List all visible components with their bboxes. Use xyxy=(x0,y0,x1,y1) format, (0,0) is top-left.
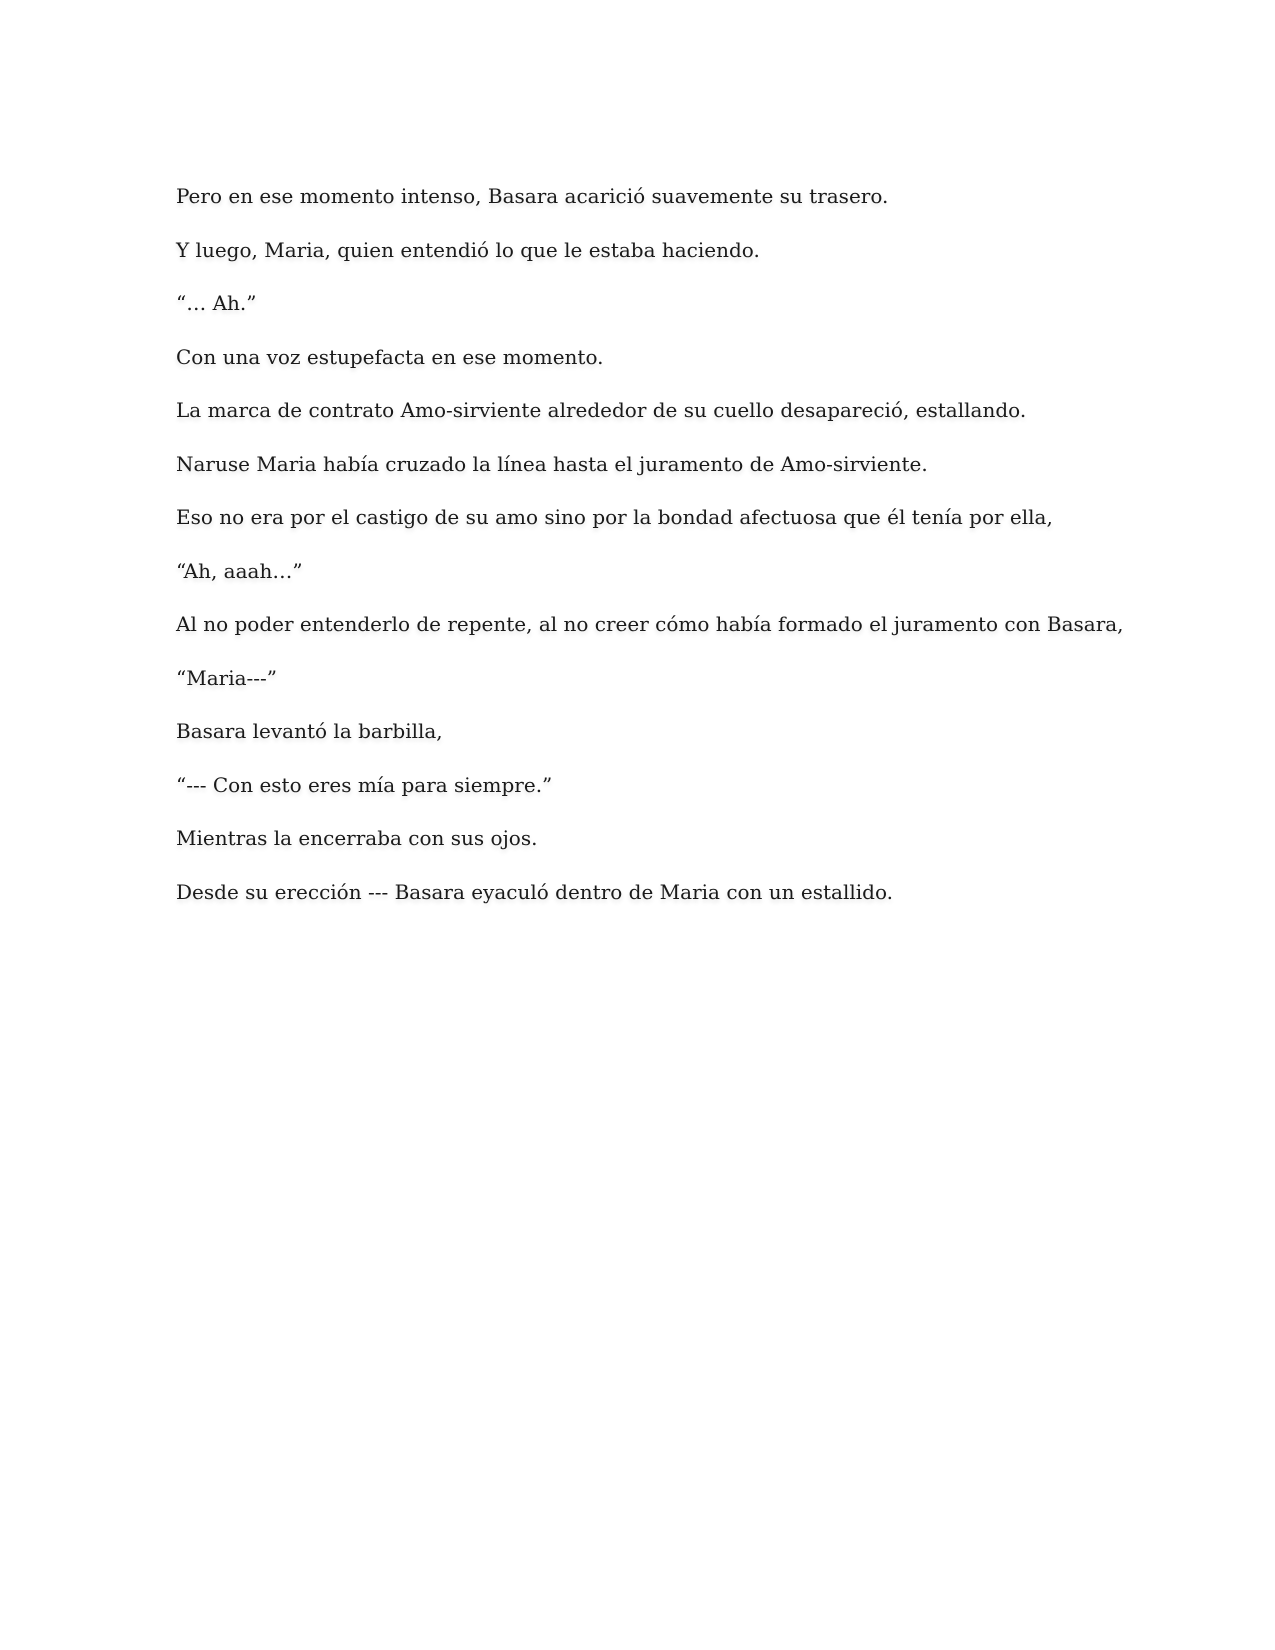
paragraph: Pero en ese momento intenso, Basara acarició suavemente su trasero. xyxy=(176,184,889,208)
paragraph: La marca de contrato Amo-sirviente alrededor de su cuello desapareció, estallando. xyxy=(176,398,1027,422)
paragraph: Con una voz estupefacta en ese momento. xyxy=(176,344,604,369)
paragraph: “--- Con esto eres mía para siempre.” xyxy=(176,772,553,797)
paragraph: Mientras la encerraba con sus ojos. xyxy=(176,826,538,850)
paragraph: “Maria---” xyxy=(176,665,278,690)
paragraph: Al no poder entenderlo de repente, al no creer cómo había formado el juramento con Basara, xyxy=(176,612,1124,636)
paragraph: “… Ah.” xyxy=(176,291,257,315)
paragraph: “Ah, aaah…” xyxy=(176,558,303,583)
document-body xyxy=(176,170,1124,919)
paragraph: Naruse Maria había cruzado la línea hasta el juramento de Amo-sirviente. xyxy=(176,451,928,476)
paragraph: Eso no era por el castigo de su amo sino por la bondad afectuosa que él tenía por ella, xyxy=(176,505,1053,529)
paragraph: Desde su erección --- Basara eyaculó dentro de Maria con un estallido. xyxy=(176,879,894,904)
paragraph: Y luego, Maria, quien entendió lo que le estaba haciendo. xyxy=(176,237,760,262)
paragraph: Basara levantó la barbilla, xyxy=(176,719,443,743)
